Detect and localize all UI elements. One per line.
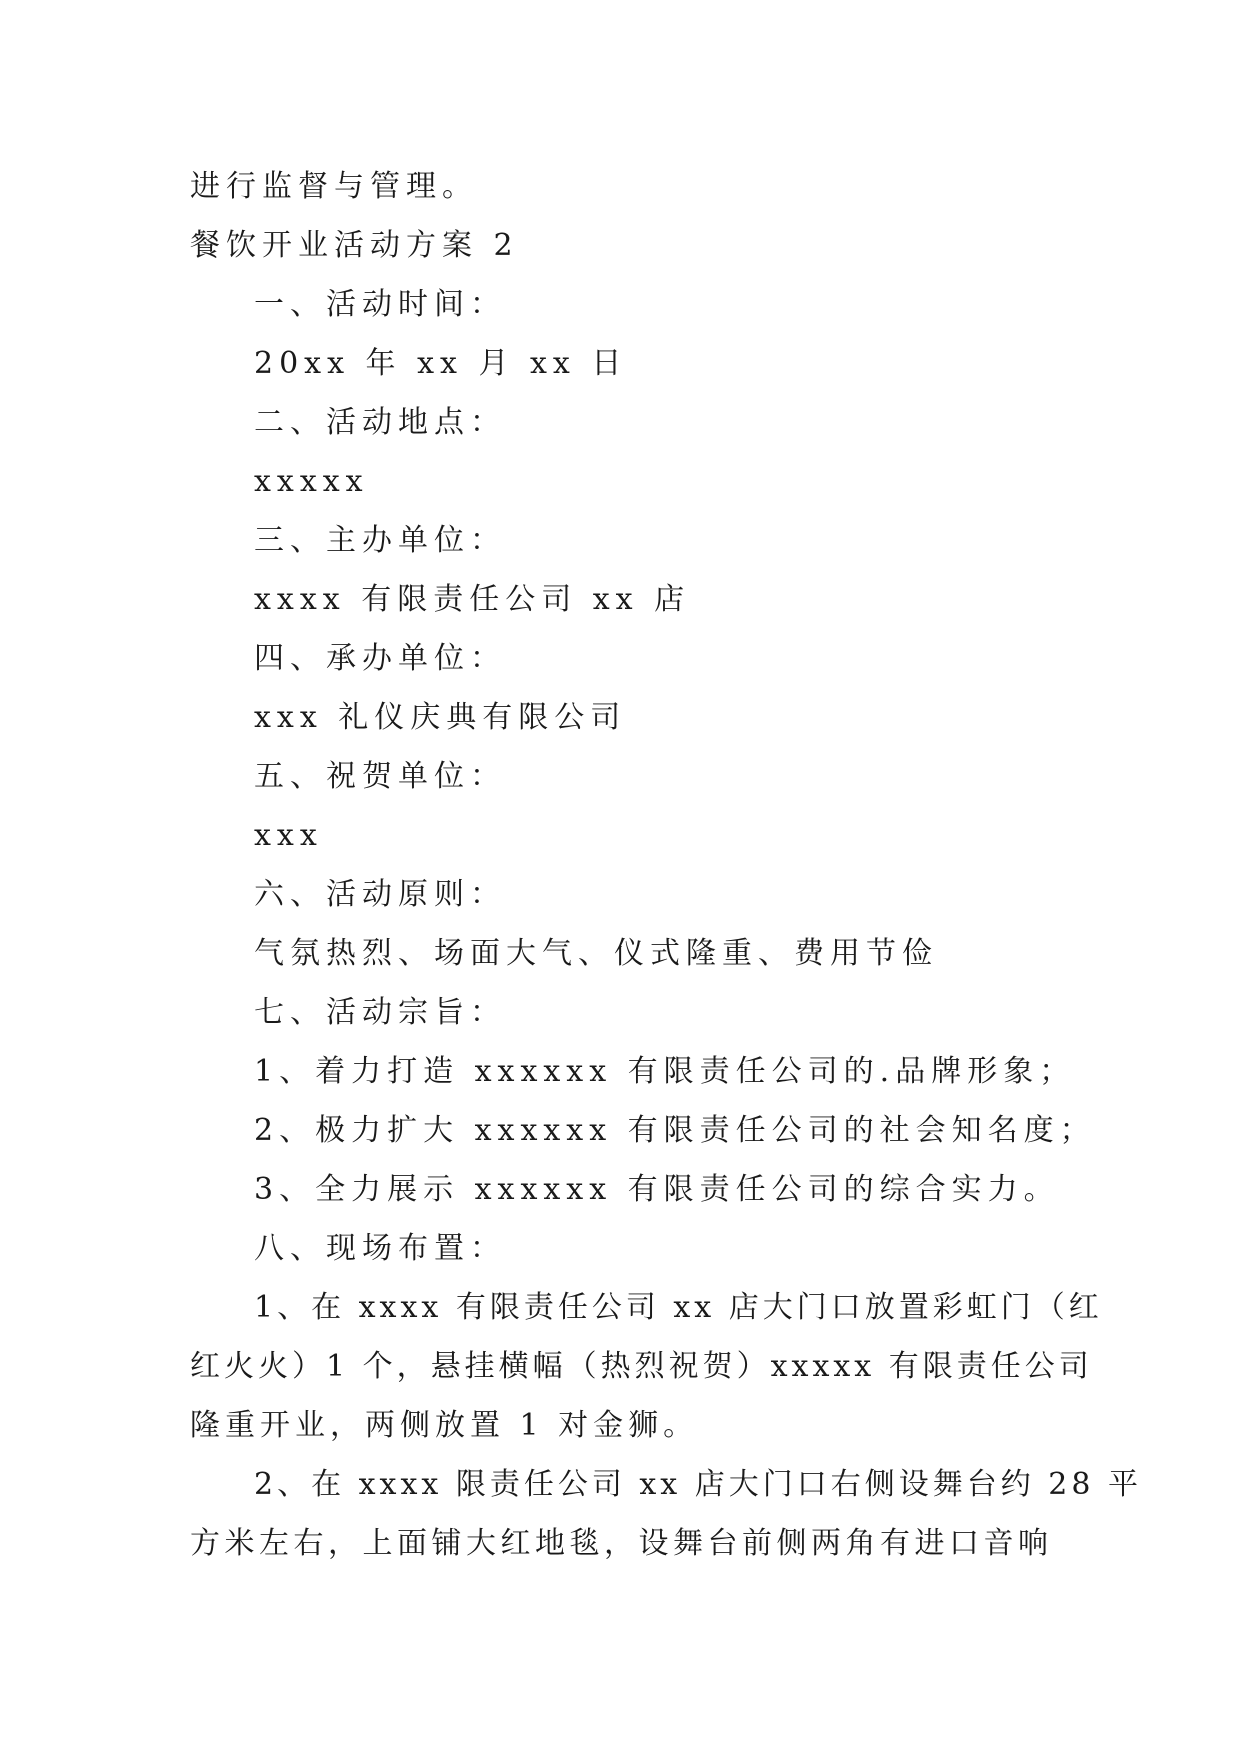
text-line: 气氛热烈、场面大气、仪式隆重、费用节俭 [254, 936, 938, 971]
text-line: xxxx 有限责任公司 xx 店 [254, 582, 691, 617]
paragraph-line: 红火火）1 个，悬挂横幅（热烈祝贺）xxxxx 有限责任公司 [190, 1349, 1093, 1384]
heading-purpose: 七、活动宗旨： [254, 995, 506, 1030]
heading-site-layout: 八、现场布置： [254, 1231, 506, 1266]
heading-undertaker: 四、承办单位： [254, 641, 506, 676]
heading-activity-time: 一、活动时间： [254, 287, 506, 322]
paragraph-line: 2、在 xxxx 限责任公司 xx 店大门口右侧设舞台约 28 平 [254, 1467, 1142, 1502]
text-line: xxx [254, 818, 323, 853]
text-line: 20xx 年 xx 月 xx 日 [254, 346, 628, 381]
heading-congratulator: 五、祝贺单位： [254, 759, 506, 794]
list-item: 3、全力展示 xxxxxx 有限责任公司的综合实力。 [254, 1172, 1060, 1207]
heading-organizer: 三、主办单位： [254, 523, 506, 558]
heading-activity-location: 二、活动地点： [254, 405, 506, 440]
paragraph-line: 方米左右，上面铺大红地毯，设舞台前侧两角有进口音响 [190, 1526, 1052, 1561]
list-item: 2、极力扩大 xxxxxx 有限责任公司的社会知名度； [254, 1113, 1096, 1148]
text-line: xxxxx [254, 464, 369, 499]
list-item: 1、着力打造 xxxxxx 有限责任公司的.品牌形象； [254, 1054, 1076, 1089]
paragraph-line: 1、在 xxxx 有限责任公司 xx 店大门口放置彩虹门（红 [254, 1290, 1103, 1325]
heading-principles: 六、活动原则： [254, 877, 506, 912]
text-line: xxx 礼仪庆典有限公司 [254, 700, 627, 735]
paragraph-line: 隆重开业，两侧放置 1 对金狮。 [190, 1408, 699, 1443]
text-line: 进行监督与管理。 [190, 169, 478, 204]
section-title: 餐饮开业活动方案 2 [190, 228, 519, 263]
